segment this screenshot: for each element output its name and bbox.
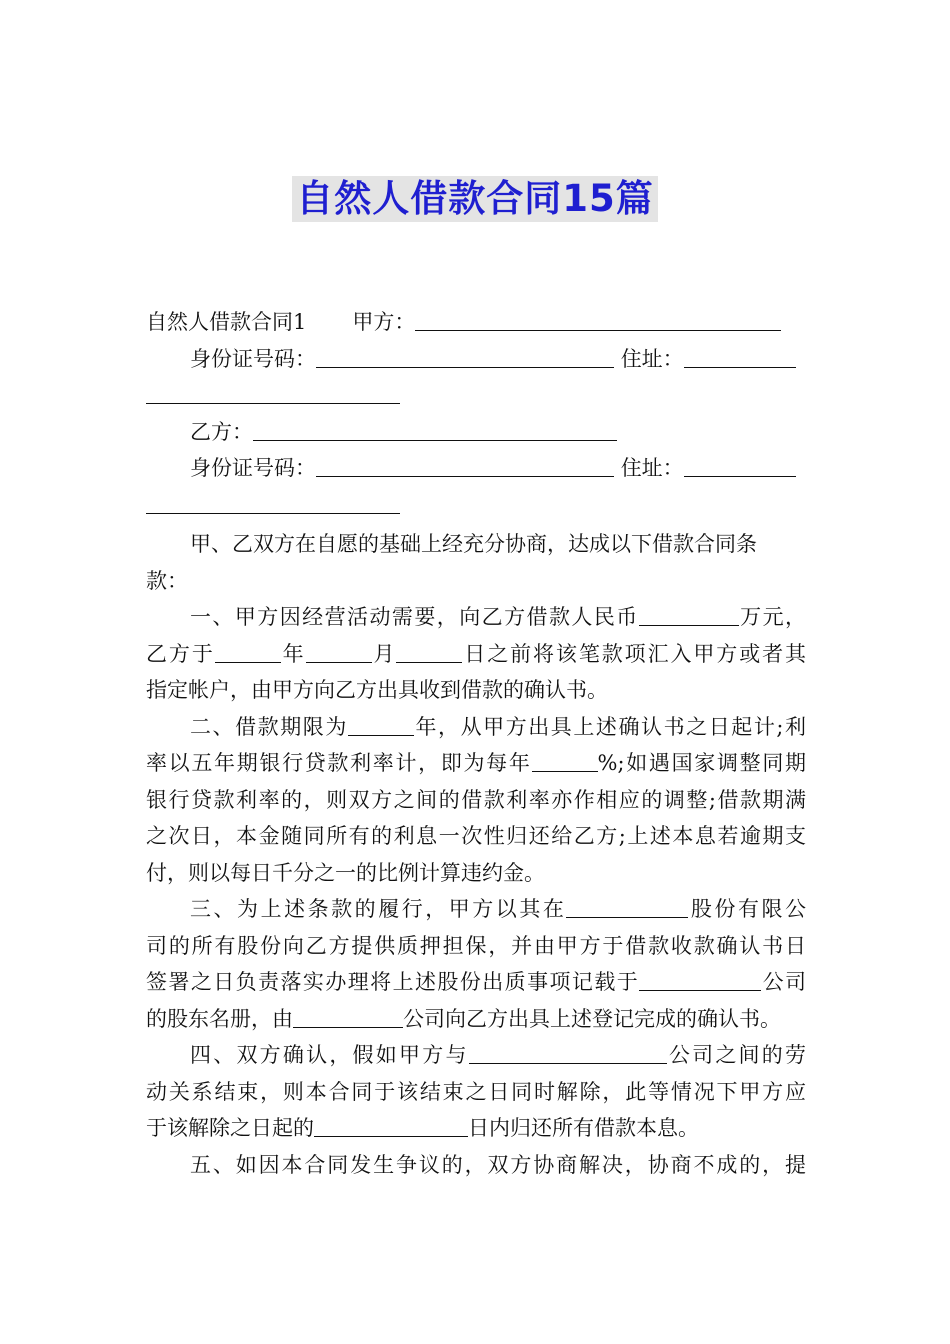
day-blank xyxy=(396,640,462,663)
clause3-line-3: 签署之日负责落实办理将上述股份出质事项记载于 公司 xyxy=(146,970,807,994)
clause4-line-2: 动关系结束，则本合同于该结束之日同时解除，此等情况下甲方应 xyxy=(146,1079,806,1104)
party-a-id-label: 身份证号码： xyxy=(190,346,316,371)
page-title: 自然人借款合同15篇 xyxy=(292,176,658,222)
clause3-line-4: 的股东名册，由 公司向乙方出具上述登记完成的确认书。 xyxy=(146,1006,781,1031)
party-a-address-label: 住址： xyxy=(620,346,684,371)
party-a-id-blank xyxy=(316,345,614,368)
party-a-address-blank-cont xyxy=(146,381,400,404)
company-blank-3 xyxy=(293,1005,403,1028)
clause4-line-1: 四、双方确认，假如甲方与 公司之间的劳 xyxy=(190,1043,807,1067)
party-b-id-line xyxy=(146,450,806,487)
company-blank-2 xyxy=(639,968,761,991)
clause1-line-1: 一、甲方因经营活动需要，向乙方借款人民币 万元， xyxy=(190,605,807,629)
party-b-label: 乙方： xyxy=(190,419,253,444)
party-a-label: 甲方： xyxy=(352,310,416,334)
clause1-line-2: 乙方于 年 月 日之前将该笔款项汇入甲方或者其 xyxy=(146,641,807,666)
party-b-address-blank-cont xyxy=(146,491,400,514)
party-b-id-label: 身份证号码： xyxy=(190,456,316,480)
interest-rate-blank xyxy=(532,749,598,772)
party-a-blank xyxy=(415,308,781,331)
month-blank xyxy=(306,640,372,663)
party-b-id-blank xyxy=(316,454,614,477)
party-b-address-label: 住址： xyxy=(620,456,684,480)
doc-name: 自然人借款合同1 xyxy=(146,310,307,334)
party-a-address-cont xyxy=(146,377,806,414)
clause4-line-3: 于该解除之日起的 日内归还所有借款本息。 xyxy=(146,1116,699,1140)
clause2-line-2: 率以五年期银行贷款利率计，即为每年 %;如遇国家调整同期 xyxy=(146,751,807,775)
party-b-blank xyxy=(253,418,617,441)
party-a-address-blank xyxy=(684,345,796,368)
clause1-line-3: 指定帐户，由甲方向乙方出具收到借款的确认书。 xyxy=(146,678,608,702)
clause3-line-1: 三、为上述条款的履行，甲方以其在 股份有限公 xyxy=(190,897,807,921)
party-b-address-cont xyxy=(146,487,806,524)
party-b-line xyxy=(146,414,806,451)
year-blank xyxy=(215,640,281,663)
clause2-line-4: 之次日，本金随同所有的利息一次性归还给乙方;上述本息若逾期支 xyxy=(146,824,806,848)
party-a-line xyxy=(146,304,806,341)
clause5-line-1: 五、如因本合同发生争议的，双方协商解决，协商不成的，提 xyxy=(190,1152,806,1177)
party-b-address-blank xyxy=(684,454,796,477)
employer-blank xyxy=(469,1041,667,1064)
clause2-line-1: 二、借款期限为 年，从甲方出具上述确认书之日起计;利 xyxy=(190,714,807,739)
title-wrap xyxy=(0,176,950,222)
clause2-line-5: 付，则以每日千分之一的比例计算违约金。 xyxy=(146,860,545,885)
intro-line-1: 甲、乙双方在自愿的基础上经充分协商，达成以下借款合同条 xyxy=(190,532,757,556)
clause2-line-3: 银行贷款利率的，则双方之间的借款利率亦作相应的调整;借款期满 xyxy=(146,787,806,812)
repay-days-blank xyxy=(314,1114,468,1137)
intro-line-2: 款： xyxy=(146,568,188,593)
company-blank-1 xyxy=(566,895,688,918)
clause3-line-2: 司的所有股份向乙方提供质押担保，并由甲方于借款收款确认书日 xyxy=(146,933,806,958)
party-a-id-line xyxy=(146,341,806,378)
loan-amount-blank xyxy=(639,603,739,626)
term-years-blank xyxy=(348,713,414,736)
contract-body xyxy=(146,304,806,1183)
